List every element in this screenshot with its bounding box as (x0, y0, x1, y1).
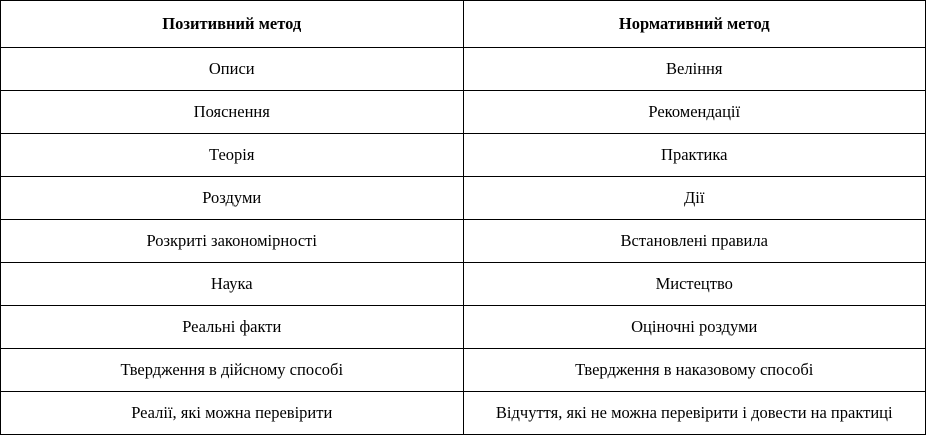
table-header (1, 1, 926, 48)
cell-normative-method: Відчуття, які не можна перевірити і довести на практиці (463, 392, 926, 435)
cell-normative-method: Оціночні роздуми (463, 306, 926, 349)
cell-positive-method: Описи (1, 48, 464, 91)
table-row (1, 306, 926, 349)
cell-normative-method: Практика (463, 134, 926, 177)
cell-positive-method: Теорія (1, 134, 464, 177)
cell-positive-method: Твердження в дійсному способі (1, 349, 464, 392)
cell-positive-method: Пояснення (1, 91, 464, 134)
table-row (1, 263, 926, 306)
cell-normative-method: Мистецтво (463, 263, 926, 306)
table-row (1, 177, 926, 220)
table-row (1, 48, 926, 91)
table-row (1, 134, 926, 177)
table-body (1, 48, 926, 435)
table-row (1, 220, 926, 263)
cell-normative-method: Рекомендації (463, 91, 926, 134)
cell-normative-method: Встановлені правила (463, 220, 926, 263)
cell-positive-method: Реальні факти (1, 306, 464, 349)
cell-normative-method: Веління (463, 48, 926, 91)
cell-positive-method: Роздуми (1, 177, 464, 220)
cell-positive-method: Розкриті закономірності (1, 220, 464, 263)
column-header-normative-method: Нормативний метод (463, 1, 926, 48)
table-header-row (1, 1, 926, 48)
table-row (1, 392, 926, 435)
cell-normative-method: Дії (463, 177, 926, 220)
table-row (1, 91, 926, 134)
cell-normative-method: Твердження в наказовому способі (463, 349, 926, 392)
column-header-positive-method: Позитивний метод (1, 1, 464, 48)
cell-positive-method: Наука (1, 263, 464, 306)
table-row (1, 349, 926, 392)
cell-positive-method: Реалії, які можна перевірити (1, 392, 464, 435)
